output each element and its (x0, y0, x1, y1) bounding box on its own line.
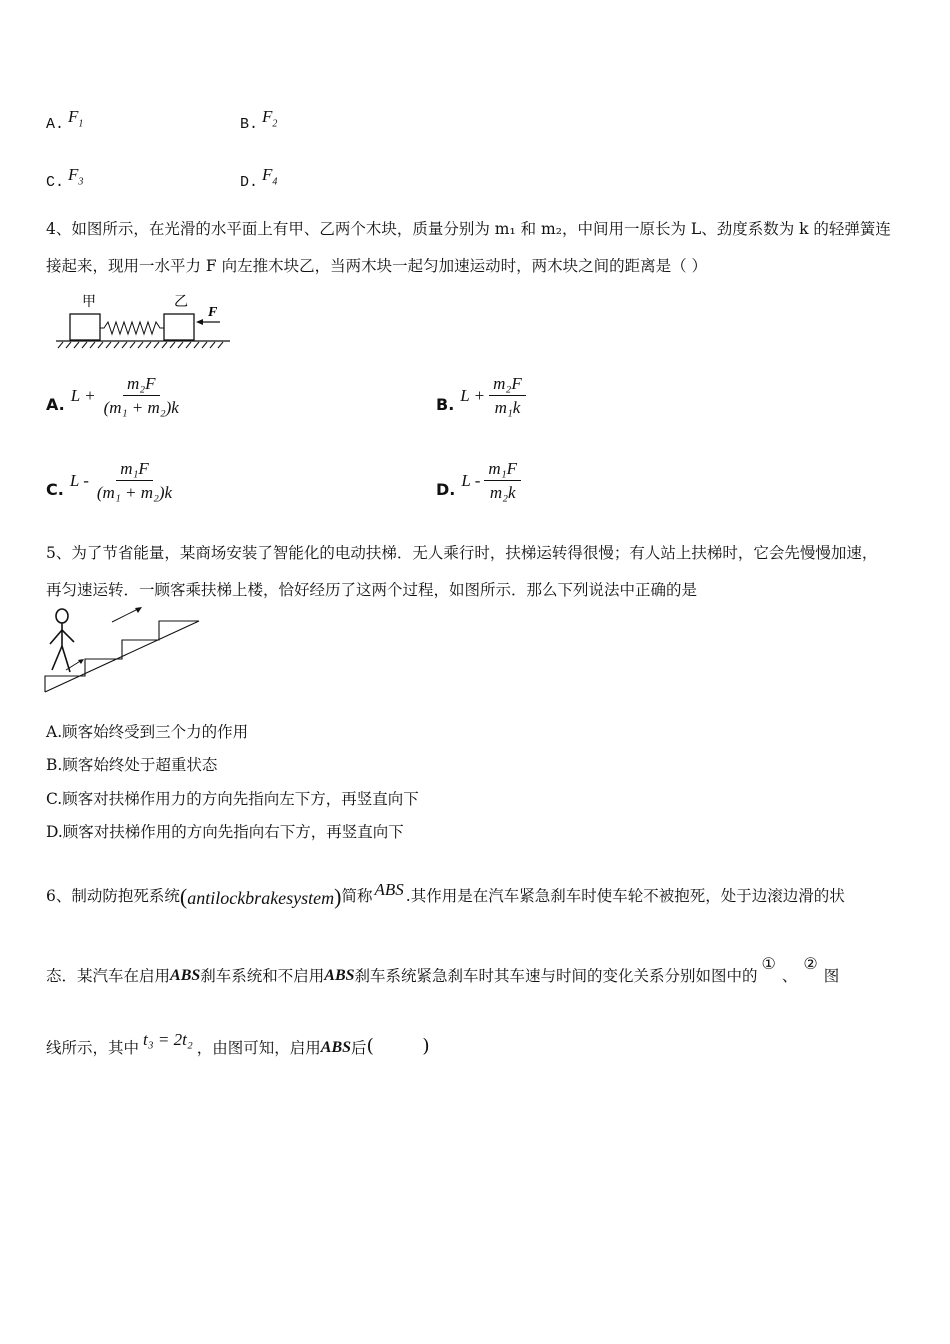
q6-l2-d: 图 (823, 967, 840, 985)
option-label: B. (240, 116, 259, 133)
spring (100, 322, 164, 334)
q5-option-d: D.顾客对扶梯作用的方向先指向右下方，再竖直向下 (46, 823, 404, 841)
option-label: C. (46, 174, 65, 191)
q4-text-line2: 接起来，现用一水平力 F 向左推木块乙，当两木块一起匀加速运动时，两木块之间的距离是（ ） (46, 257, 708, 275)
q6-text-line1 (46, 880, 845, 908)
option-fraction: $\frac{\text{m₂F}}{\text{m₁k}}$ (489, 374, 526, 418)
q6-abs-term: ABS (374, 880, 404, 899)
option-symbol: $F_1$ (68, 107, 84, 130)
q4-option-a (46, 374, 183, 418)
q6-l1-b: 简称 (341, 887, 373, 905)
q6-abs-bold-3: ABS (320, 1039, 352, 1056)
option-symbol: $F_4$ (262, 165, 278, 188)
q6-l2-b: 刹车系统和不启用 (200, 967, 325, 985)
q6-abs-bold-2: ABS (324, 967, 355, 984)
q5-text-line1: 5、为了节省能量，某商场安装了智能化的电动扶梯．无人乘行时，扶梯运转得很慢；有人站上扶梯时，它会先慢慢加速， (46, 544, 878, 562)
q3-option-a (46, 104, 83, 133)
option-prefix: L - (461, 471, 481, 490)
q4-option-d (436, 459, 521, 503)
q6-equation: t₃ = 2t₂ (143, 1030, 193, 1049)
q6-l1-c: .其作用是在汽车紧急刹车时使车轮不被抱死，处于边滚边滑的状 (405, 887, 845, 905)
option-prefix: L - (69, 471, 89, 490)
escalator-steps (45, 621, 199, 692)
q6-l3-b: ，由图可知，启用 (196, 1039, 321, 1057)
curve-marker-1: ① (761, 954, 776, 973)
q6-l3-a: 线所示，其中 (46, 1039, 140, 1057)
q5-option-c: C.顾客对扶梯作用力的方向先指向左下方，再竖直向下 (46, 790, 419, 808)
q3-option-c (46, 162, 83, 191)
q6-l2-c: 刹车系统紧急刹车时其车速与时间的变化关系分别如图中的 (354, 967, 758, 985)
q6-l2-a: 态．某汽车在启用 (46, 967, 171, 985)
option-label: A. (46, 116, 65, 133)
option-label: C. (46, 479, 64, 499)
block-a (70, 314, 100, 340)
q4-option-b (436, 374, 526, 418)
q5-escalator-figure (42, 604, 204, 696)
q5-option-b: B.顾客始终处于超重状态 (46, 756, 218, 774)
person-stick-figure (50, 609, 74, 672)
block-b (164, 314, 194, 340)
option-fraction: $\frac{\text{m₁F}}{\text{m₂k}}$ (484, 459, 521, 503)
option-prefix: L + (70, 386, 96, 405)
q4-figure (52, 292, 234, 352)
q5-option-a: A.顾客始终受到三个力的作用 (46, 723, 249, 741)
option-label: D. (240, 174, 259, 191)
q6-abs-bold-1: ABS (170, 967, 201, 984)
option-fraction: $\frac{\text{m₁F}}{\text{(m₁ + m₂)k}}$ (96, 459, 173, 502)
q3-option-d (240, 162, 277, 191)
q4-text-line1: 4、如图所示，在光滑的水平面上有甲、乙两个木块，质量分别为 m₁ 和 m₂，中间用一原长为 L、劲度系数为 k 的轻弹簧连 (46, 220, 891, 238)
q3-option-b (240, 104, 277, 133)
option-fraction: $\frac{\text{m₂F}}{\text{(m₁ + m₂)k}}$ (103, 374, 179, 417)
q6-paren-term: (antilockbrakesystem) (179, 884, 342, 909)
ground-hatch (58, 342, 223, 348)
q6-text-line2 (46, 954, 839, 988)
block-b-label: 乙 (174, 294, 188, 310)
q6-l3-c: 后 (351, 1039, 367, 1057)
option-label: D. (436, 479, 456, 499)
q6-l1-a: 6、制动防抱死系统 (46, 887, 180, 905)
option-prefix: L + (460, 386, 486, 405)
option-label: B. (436, 394, 455, 414)
curve-marker-2: ② (803, 954, 818, 973)
q5-text-line2: 再匀速运转．一顾客乘扶梯上楼，恰好经历了这两个过程，如图所示．那么下列说法中正确的是 (46, 581, 698, 599)
velocity-arrow-large (112, 608, 140, 622)
force-label: F (208, 305, 218, 320)
q6-answer-paren: ( ) (366, 1035, 430, 1057)
q6-text-line3 (46, 1030, 430, 1060)
option-symbol: $F_2$ (262, 107, 278, 130)
q4-option-c (46, 459, 176, 503)
block-a-label: 甲 (82, 294, 96, 310)
option-symbol: $F_3$ (68, 165, 84, 188)
option-label: A. (46, 394, 65, 414)
q6-l2-sep: 、 (781, 967, 798, 985)
